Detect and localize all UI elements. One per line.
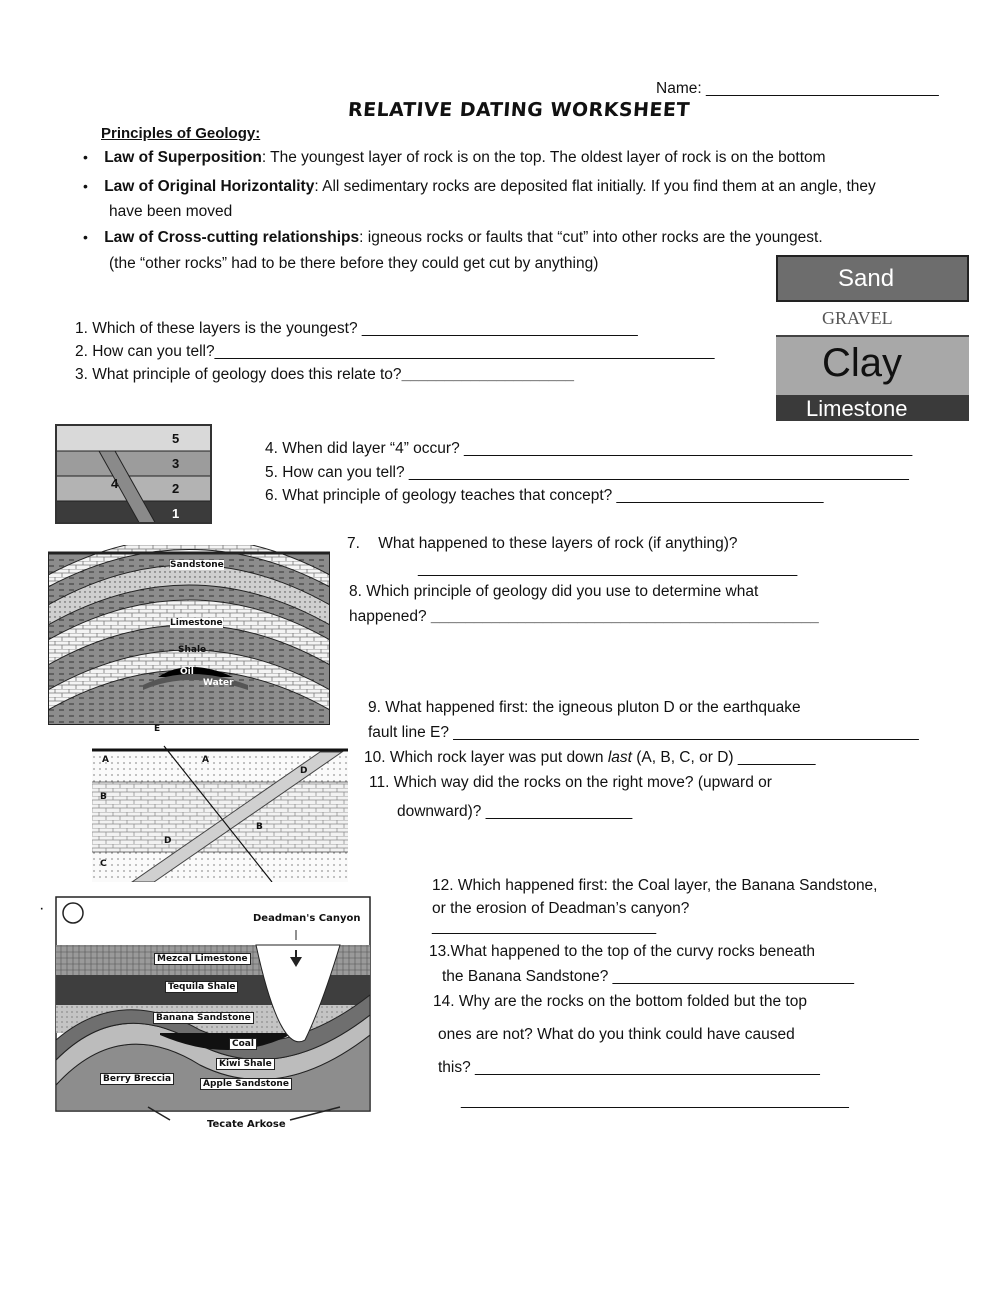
layer-c-label: C bbox=[100, 859, 107, 869]
layer-stack-figure bbox=[776, 255, 969, 421]
canyon-cross-section-figure bbox=[40, 895, 373, 1135]
principles-heading: Principles of Geology: bbox=[101, 125, 261, 142]
question-13-line1: 13.What happened to the top of the curvy rocks beneath bbox=[429, 943, 816, 960]
layer-3-label: 3 bbox=[172, 456, 180, 471]
question-14-blank[interactable]: _____________________________________________ bbox=[461, 1092, 849, 1109]
layer-5-label: 5 bbox=[172, 431, 180, 446]
layer-2-label: 2 bbox=[172, 481, 180, 496]
pluton-d-label-lower: D bbox=[164, 836, 172, 846]
fault-pluton-diagram bbox=[92, 724, 348, 882]
principle-text: : The youngest layer of rock is on the top. The oldest layer of rock is on the bottom bbox=[261, 149, 826, 166]
question-14-line2: ones are not? What do you think could have caused bbox=[438, 1026, 795, 1043]
anticline-diagram bbox=[48, 545, 330, 725]
apple-sandstone-label: Apple Sandstone bbox=[200, 1078, 292, 1090]
tequila-shale-label: Tequila Shale bbox=[165, 981, 238, 993]
principle-text-continued: have been moved bbox=[109, 203, 233, 220]
limestone-label: Limestone bbox=[170, 618, 223, 628]
principle-term: Law of Cross-cutting relationships bbox=[104, 229, 360, 246]
question-1[interactable]: 1. Which of these layers is the youngest? ________________________________ bbox=[75, 320, 638, 337]
anticline-figure bbox=[48, 545, 330, 725]
principle-text: : igneous rocks or faults that “cut” into other rocks are the youngest. bbox=[359, 229, 823, 246]
dike-layers-figure bbox=[55, 424, 212, 524]
question-7[interactable] bbox=[347, 535, 738, 553]
principle-horizontality bbox=[83, 178, 876, 196]
question-6[interactable]: 6. What principle of geology teaches that concept? ________________________ bbox=[265, 487, 824, 504]
question-11-line1: 11. Which way did the rocks on the right move? (upward or bbox=[369, 774, 772, 791]
kiwi-shale-label: Kiwi Shale bbox=[216, 1058, 275, 1070]
question-9-line1: 9. What happened first: the igneous pluton D or the earthquake bbox=[368, 699, 801, 716]
bullet-icon: • bbox=[83, 229, 88, 245]
question-13-line2[interactable]: the Banana Sandstone? ____________________________ bbox=[442, 968, 855, 985]
clay-label: Clay bbox=[822, 341, 903, 385]
mezcal-limestone-label: Mezcal Limestone bbox=[154, 953, 251, 965]
question-12-blank[interactable]: __________________________ bbox=[432, 918, 657, 935]
principle-term: Law of Superposition bbox=[104, 149, 262, 166]
limestone-layer bbox=[776, 395, 969, 421]
layer-a-label-left: A bbox=[102, 755, 109, 765]
question-9-line2[interactable]: fault line E? ______________________________________________________ bbox=[368, 724, 919, 741]
question-10-text: 10. Which rock layer was put down bbox=[364, 749, 608, 766]
berry-breccia-label: Berry Breccia bbox=[100, 1073, 174, 1085]
question-14-line3[interactable]: this? ________________________________________ bbox=[438, 1059, 820, 1076]
question-8-text: happened? bbox=[349, 608, 431, 625]
question-8-line1: 8. Which principle of geology did you use to determine what bbox=[349, 583, 759, 600]
fault-e-label: E bbox=[154, 724, 161, 734]
limestone-label: Limestone bbox=[806, 396, 908, 421]
question-10-text-end: (A, B, C, or D) _________ bbox=[631, 749, 816, 766]
question-8-line2[interactable] bbox=[349, 608, 819, 626]
name-field-label[interactable]: Name: ___________________________ bbox=[656, 80, 939, 97]
principle-text: : All sedimentary rocks are deposited flat initially. If you find them at an angle, they bbox=[314, 178, 876, 195]
oil-label: Oil bbox=[180, 667, 194, 677]
bullet-icon: • bbox=[83, 178, 88, 194]
question-7-blank[interactable]: ____________________________________________ bbox=[418, 560, 798, 577]
dike-layers-diagram bbox=[57, 426, 212, 524]
question-10-emphasis: last bbox=[607, 749, 632, 766]
question-2[interactable]: 2. How can you tell?__________________________________________________________ bbox=[75, 343, 715, 360]
principle-text-continued: (the “other rocks” had to be there before they could get cut by anything) bbox=[109, 255, 599, 272]
principle-superposition bbox=[83, 149, 826, 167]
layer-a-label-right: A bbox=[202, 755, 209, 765]
question-7-text: What happened to these layers of rock (if anything)? bbox=[378, 535, 738, 552]
clay-layer bbox=[776, 335, 969, 395]
stray-dot: · bbox=[40, 905, 44, 915]
bullet-icon: • bbox=[83, 149, 88, 165]
sandstone-label: Sandstone bbox=[170, 560, 224, 570]
principle-cross-cutting bbox=[83, 229, 823, 247]
question-7-number: 7. bbox=[347, 535, 360, 552]
layer-b-label-left: B bbox=[100, 792, 107, 802]
question-8-blank[interactable]: _____________________________________________ bbox=[430, 608, 819, 625]
gravel-label: GRAVEL bbox=[822, 308, 893, 328]
tecate-arkose-label: Tecate Arkose bbox=[207, 1119, 286, 1130]
banana-sandstone-label: Banana Sandstone bbox=[153, 1012, 254, 1024]
coal-label: Coal bbox=[229, 1038, 257, 1050]
sand-layer bbox=[776, 255, 969, 302]
question-3-blank[interactable]: ____________________ bbox=[401, 366, 574, 383]
question-5[interactable]: 5. How can you tell? __________________________________________________________ bbox=[265, 464, 909, 481]
shale-label: Shale bbox=[178, 645, 207, 655]
question-12-line1: 12. Which happened first: the Coal layer, the Banana Sandstone, bbox=[432, 877, 878, 894]
deadmans-canyon-label: Deadman's Canyon bbox=[253, 913, 361, 924]
fault-pluton-figure bbox=[92, 724, 348, 882]
question-11-line2[interactable]: downward)? _________________ bbox=[397, 803, 633, 820]
layer-4-label: 4 bbox=[111, 476, 119, 491]
pluton-d-label-upper: D bbox=[300, 766, 308, 776]
question-3-text: 3. What principle of geology does this relate to? bbox=[75, 366, 402, 383]
question-14-line1: 14. Why are the rocks on the bottom folded but the top bbox=[433, 993, 807, 1010]
question-12-line2: or the erosion of Deadman’s canyon? bbox=[432, 900, 690, 917]
water-label: Water bbox=[203, 678, 234, 688]
principle-term: Law of Original Horizontality bbox=[104, 178, 315, 195]
worksheet-title: RELATIVE DATING WORKSHEET bbox=[347, 99, 691, 121]
layer-b-label-right: B bbox=[256, 822, 263, 832]
gravel-layer bbox=[776, 302, 969, 335]
question-10[interactable] bbox=[364, 749, 815, 767]
sand-label: Sand bbox=[838, 265, 895, 292]
layer-1-label: 1 bbox=[172, 506, 180, 521]
question-4[interactable]: 4. When did layer “4” occur? ____________________________________________________ bbox=[265, 440, 913, 457]
question-3[interactable] bbox=[75, 366, 574, 384]
